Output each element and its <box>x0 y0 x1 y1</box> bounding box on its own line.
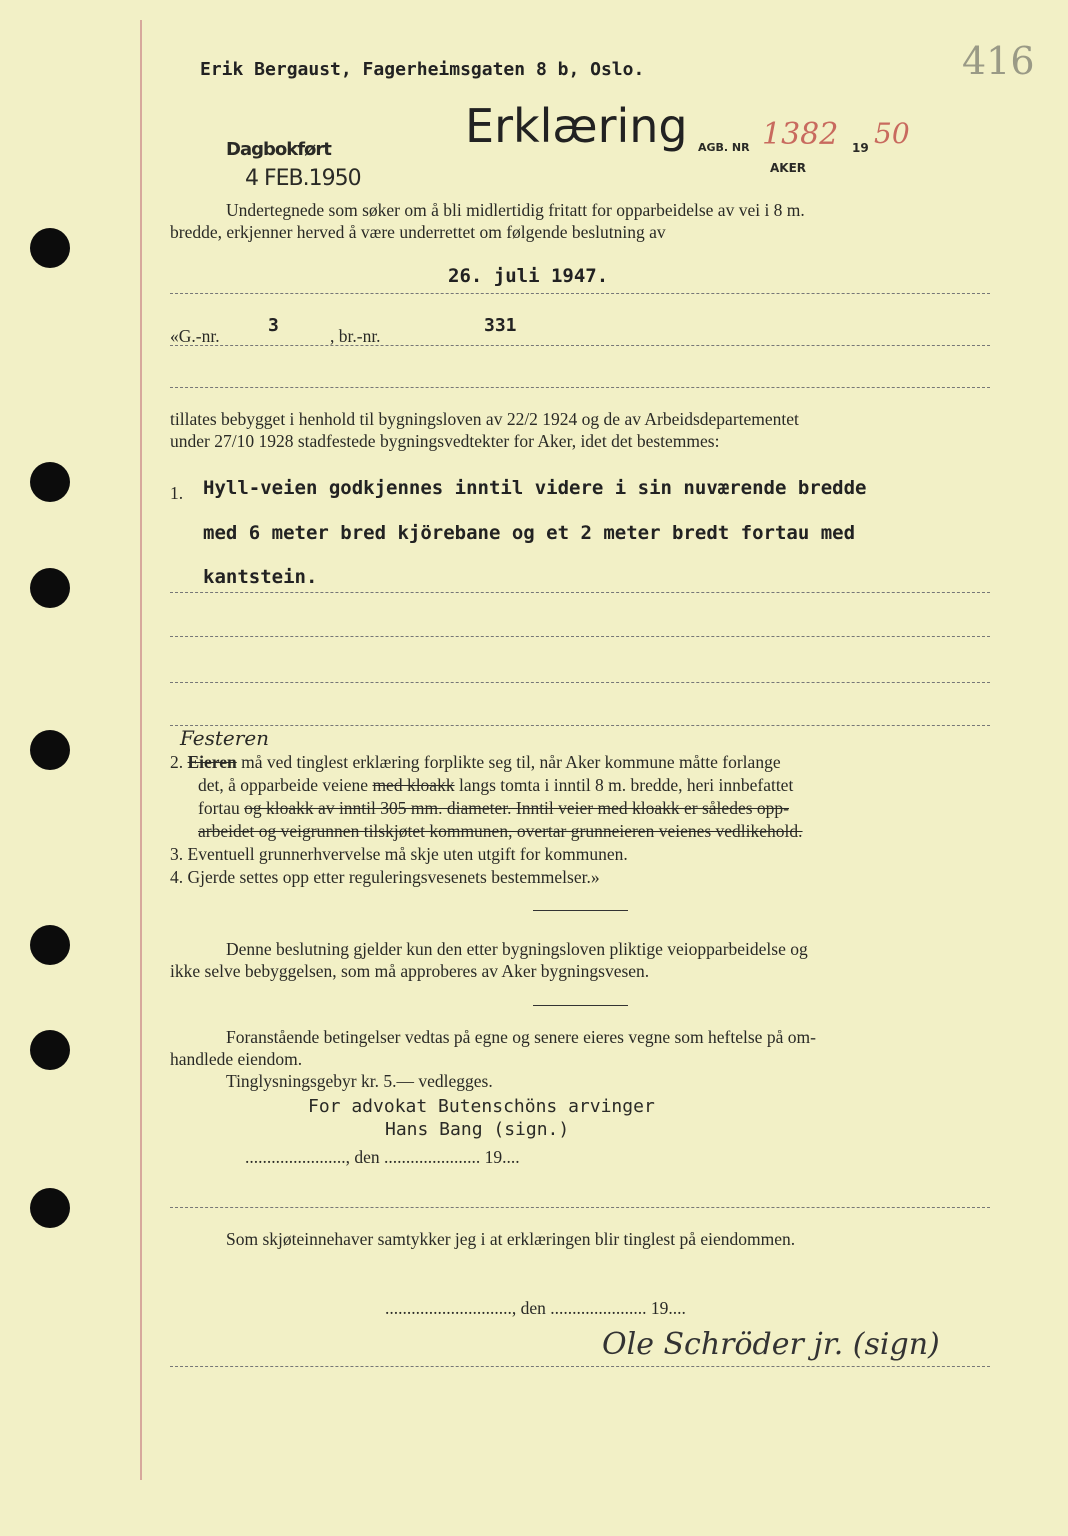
gnr-value: 3 <box>268 315 279 336</box>
handwritten-correction: Festeren <box>180 726 270 750</box>
dotted-line <box>170 725 990 726</box>
aker-stamp-prefix: AGB. NR <box>698 141 750 154</box>
brnr-label: , br.-nr. <box>330 326 381 346</box>
item1-line: med 6 meter bred kjörebane og et 2 meter bredt fortau med <box>203 522 856 544</box>
dotted-line <box>170 636 990 637</box>
registration-number: 1382 <box>762 117 839 152</box>
consent-text: Som skjøteinnehaver samtykker jeg i at erklæringen blir tinglest på eiendommen. <box>226 1229 796 1249</box>
stamp-label: Dagbokført <box>226 139 331 160</box>
item2-number: 2. <box>170 752 184 772</box>
item1-number: 1. <box>170 483 184 503</box>
page-number: 416 <box>962 39 1035 83</box>
signature-line: ......................., den ...................... 19.... <box>245 1147 520 1167</box>
dotted-line <box>170 592 990 593</box>
separator <box>533 1005 628 1006</box>
gnr-label: «G.-nr. <box>170 326 220 346</box>
intro-line: Undertegnede som søker om å bli midlertidig fritatt for opparbeidelse av vei i 8 m. <box>226 200 805 220</box>
margin-line <box>140 20 142 1480</box>
binder-hole <box>30 1030 70 1070</box>
signatory-line: For advokat Butenschöns arvinger <box>308 1096 655 1117</box>
struck-text: arbeidet og veigrunnen tilskjøtet kommunen, overtar grunneieren veienes vedlikehold. <box>198 821 803 841</box>
dotted-line <box>170 682 990 683</box>
struck-text: med kloakk <box>372 775 455 795</box>
struck-word: Eieren <box>187 752 237 772</box>
dotted-line <box>170 293 990 294</box>
aker-stamp-place: AKER <box>770 161 807 175</box>
dotted-line <box>170 345 990 346</box>
binder-hole <box>30 462 70 502</box>
signatory-line: Hans Bang (sign.) <box>385 1119 570 1140</box>
conditions-line: Foranstående betingelser vedtas på egne og senere eieres vegne som heftelse på om- <box>226 1027 816 1047</box>
struck-text: og kloakk av inntil 305 mm. diameter. Inntil veier med kloakk er således opp- <box>244 798 789 818</box>
conditions-line: handlede eiendom. <box>170 1049 303 1069</box>
decision-date: 26. juli 1947. <box>448 265 609 287</box>
binder-hole <box>30 925 70 965</box>
item4: 4. Gjerde settes opp etter reguleringsvesenets bestemmelser.» <box>170 867 600 887</box>
dotted-line <box>170 1207 990 1208</box>
registration-year: 50 <box>874 117 910 150</box>
binder-hole <box>30 730 70 770</box>
intro-line: bredde, erkjenner herved å være underrettet om følgende beslutning av <box>170 222 666 242</box>
sender-address: Erik Bergaust, Fagerheimsgaten 8 b, Oslo. <box>200 59 645 80</box>
note-line: ikke selve bebyggelsen, som må approberes av Aker bygningsvesen. <box>170 961 650 981</box>
document-title: Erklæring <box>465 99 688 153</box>
aker-stamp-year-prefix: 19 <box>852 141 869 155</box>
separator <box>533 910 628 911</box>
item2-line: må ved tinglest erklæring forplikte seg til, når Aker kommune måtte forlange <box>241 752 781 772</box>
conditions-line: Tinglysningsgebyr kr. 5.— vedlegges. <box>226 1071 493 1091</box>
binder-hole <box>30 228 70 268</box>
item2-line: langs tomta i inntil 8 m. bredde, heri innbefattet <box>454 775 794 795</box>
permit-line: under 27/10 1928 stadfestede bygningsvedtekter for Aker, idet det bestemmes: <box>170 431 720 451</box>
binder-hole <box>30 568 70 608</box>
note-line: Denne beslutning gjelder kun den etter bygningsloven pliktige veiopparbeidelse og <box>226 939 808 959</box>
dotted-line <box>170 387 990 388</box>
brnr-value: 331 <box>484 315 517 336</box>
item1-line: kantstein. <box>203 566 318 588</box>
handwritten-signature: Ole Schröder jr. (sign) <box>602 1327 940 1362</box>
signature-line: ............................., den ...................... 19.... <box>385 1298 686 1318</box>
item1-line: Hyll-veien godkjennes inntil videre i sin nuværende bredde <box>203 477 867 499</box>
item2-line: det, å opparbeide veiene <box>198 775 373 795</box>
binder-hole <box>30 1188 70 1228</box>
item2-line: fortau <box>198 798 245 818</box>
item3: 3. Eventuell grunnerhvervelse må skje uten utgift for kommunen. <box>170 844 628 864</box>
stamp-date: 4 FEB.1950 <box>245 166 361 191</box>
permit-line: tillates bebygget i henhold til bygningsloven av 22/2 1924 og de av Arbeidsdepartementet <box>170 409 799 429</box>
dotted-line <box>170 1366 990 1367</box>
